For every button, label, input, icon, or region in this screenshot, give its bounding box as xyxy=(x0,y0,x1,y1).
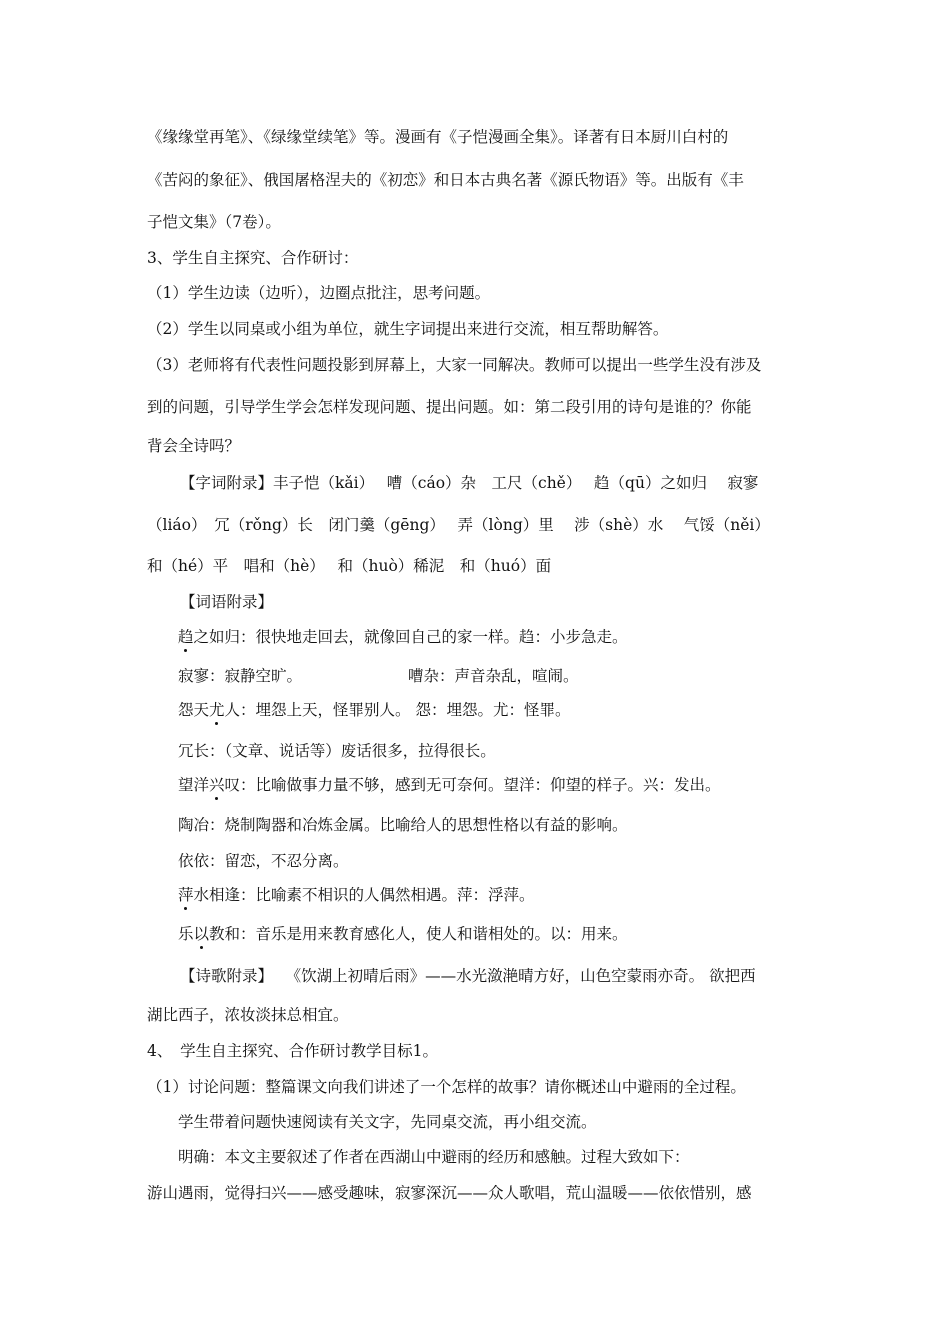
word-entry-2-left: 寂寥：寂静空旷。 xyxy=(178,667,303,685)
word-entry-6: 陶冶：烧制陶器和冶炼金属。比喻给人的思想性格以有益的影响。 xyxy=(178,816,628,834)
char-appendix-line-1: 【字词附录】丰子恺（kǎi） 嘈（cáo）杂 工尺（chě） 趋（qū）之如归 寂寥 xyxy=(180,474,759,492)
section-3-item-2: （2）学生以同桌或小组为单位，就生字词提出来进行交流，相互帮助解答。 xyxy=(147,320,669,338)
word-entry-text: 望洋 xyxy=(178,776,210,794)
word-entry-text: 叹：比喻做事力量不够，感到无可奈何。望洋：仰望的样子。兴：发出。 xyxy=(224,776,721,794)
word-entry-2-right: 嘈杂：声音杂乱，喧闹。 xyxy=(408,667,579,685)
section-4-paragraph-2: 明确：本文主要叙述了作者在西湖山中避雨的经历和感触。过程大致如下： xyxy=(178,1148,690,1166)
word-entry-text: 乐 xyxy=(178,925,194,943)
word-entry-text: 之如归：很快地走回去，就像回自己的家一样。趋：小步急走。 xyxy=(193,628,628,646)
intro-line-2: 《苦闷的象征》、俄国屠格涅夫的《初恋》和日本古典名著《源氏物语》等。出版有《丰 xyxy=(147,171,744,189)
word-entry-5 xyxy=(178,775,721,795)
word-entry-1 xyxy=(178,627,628,647)
section-4-question-1: （1）讨论问题：整篇课文向我们讲述了一个怎样的故事？请你概述山中避雨的全过程。 xyxy=(147,1078,746,1096)
section-4-heading: 4、 学生自主探究、合作研讨教学目标1。 xyxy=(147,1042,438,1060)
word-appendix-heading: 【词语附录】 xyxy=(180,593,274,611)
word-entry-text: 水相逢：比喻素不相识的人偶然相遇。萍：浮萍。 xyxy=(193,886,535,904)
word-entry-text: 怨天 xyxy=(178,701,210,719)
section-3-item-3-line-2: 到的问题，引导学生学会怎样发现问题、提出问题。如：第二段引用的诗句是谁的？你能 xyxy=(147,398,752,416)
word-entry-8 xyxy=(178,885,535,905)
section-3-item-1: （1）学生边读（边听），边圈点批注，思考问题。 xyxy=(147,284,491,302)
emphasis-char: 趋 xyxy=(178,628,194,646)
word-entry-text: 人：埋怨上天，怪罪别人。 怨：埋怨。尤：怪罪。 xyxy=(224,701,571,719)
section-4-paragraph-3: 游山遇雨，觉得扫兴——感受趣味，寂寥深沉——众人歌唱，荒山温暖——依依惜别，感 xyxy=(147,1184,752,1202)
intro-line-3: 子恺文集》（7卷）。 xyxy=(147,213,281,231)
emphasis-char: 尤 xyxy=(209,701,225,719)
word-entry-7: 依依：留恋，不忍分离。 xyxy=(178,852,349,870)
char-appendix-line-3: 和（hé）平 唱和（hè） 和（huò）稀泥 和（huó）面 xyxy=(147,557,552,575)
section-3-item-3-line-1: （3）老师将有代表性问题投影到屏幕上，大家一同解决。教师可以提出一些学生没有涉及 xyxy=(147,356,762,374)
section-3-item-3-line-3: 背会全诗吗？ xyxy=(147,437,241,455)
intro-line-1: 《缘缘堂再笔》、《绿缘堂续笔》等。漫画有《子恺漫画全集》。译著有日本厨川白村的 xyxy=(147,128,729,146)
emphasis-char: 萍 xyxy=(178,886,194,904)
word-entry-9 xyxy=(178,924,628,944)
section-3-heading: 3、学生自主探究、合作研讨： xyxy=(147,249,359,267)
word-entry-text: 教和：音乐是用来教育感化人，使人和谐相处的。以：用来。 xyxy=(209,925,628,943)
word-entry-3 xyxy=(178,700,570,720)
emphasis-char: 以 xyxy=(193,925,210,943)
section-4-paragraph-1: 学生带着问题快速阅读有关文字，先同桌交流，再小组交流。 xyxy=(178,1113,597,1131)
poem-appendix-line-2: 湖比西子，浓妆淡抹总相宜。 xyxy=(147,1006,349,1024)
emphasis-char: 兴 xyxy=(209,776,225,794)
word-entry-4: 冗长：（文章、说话等）废话很多，拉得很长。 xyxy=(178,742,496,760)
poem-appendix-line-1: 【诗歌附录】 《饮湖上初晴后雨》——水光潋滟晴方好，山色空蒙雨亦奇。 欲把西 xyxy=(180,967,756,985)
char-appendix-line-2: （liáo） 冗（rǒng）长 闭门羹（gēng） 弄（lòng）里 涉（shè）水 气馁（něi） xyxy=(147,516,770,534)
